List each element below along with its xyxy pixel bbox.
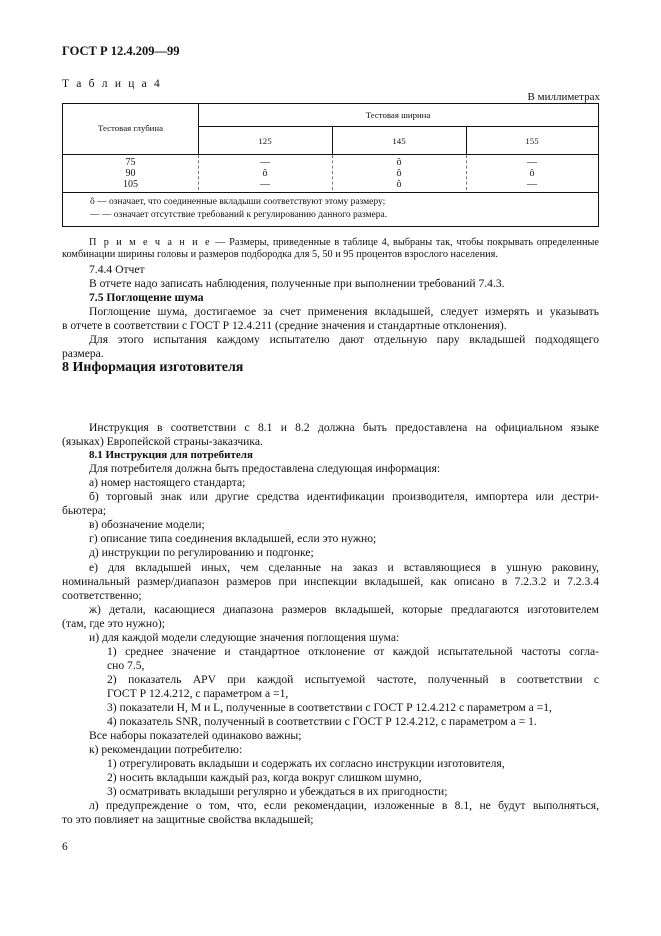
section-8-1-heading: 8.1 Инструкция для потребителя xyxy=(89,449,253,461)
row-header-test-depth: Тестовая глубина xyxy=(97,123,163,133)
section-7-4-4-text: В отчете надо записать наблюдения, полученные при выполнении требований 7.4.3. xyxy=(89,277,505,290)
list-item: в) обозначение модели; xyxy=(89,518,205,531)
col-header: 125 xyxy=(258,136,272,146)
table-cell: — xyxy=(527,157,537,168)
note-label: П р и м е ч а н и е xyxy=(89,237,212,248)
depth-value: 75 xyxy=(125,157,136,168)
table-cell: ô xyxy=(396,179,402,190)
list-item-continuation: бьютера; xyxy=(62,504,107,517)
section-7-5-heading: 7.5 Поглощение шума xyxy=(89,291,204,304)
paragraph-line: Для потребителя должна быть предоставлена следующая информация: xyxy=(89,462,441,475)
list-item: е) для вкладышей иных, чем сделанные на заказ и вставляющиеся в ушную раковину, xyxy=(89,561,599,574)
sub-list-item: 4) показатель SNR, полученный в соответствии с ГОСТ Р 12.4.212, с параметром a = 1. xyxy=(107,715,537,728)
table-caption: Т а б л и ц а 4 xyxy=(62,78,163,90)
paragraph-line: (языках) Европейской страны-заказчика. xyxy=(62,435,263,448)
note-line-1: П р и м е ч а н и е — Размеры, приведенные в таблице 4, выбраны так, чтобы покрывать определенные xyxy=(89,237,599,248)
col-header: 145 xyxy=(392,136,406,146)
sub-list-item-continuation: сно 7.5, xyxy=(107,659,145,672)
table-cell: ô xyxy=(396,157,402,168)
sub-list-item-continuation: ГОСТ Р 12.4.212, с параметром a =1, xyxy=(107,687,289,700)
col-header: 155 xyxy=(525,136,539,146)
table-cell: — xyxy=(260,157,270,168)
col-group-header-test-width: Тестовая ширина xyxy=(365,110,431,120)
sub-list-item: 3) осматривать вкладыши регулярно и убеждаться в их пригодности; xyxy=(107,785,448,798)
table-divider xyxy=(198,126,598,127)
list-item: д) инструкции по регулированию и подгонке; xyxy=(89,546,314,559)
table-cell: — xyxy=(527,179,537,190)
section-8-title: 8 Информация изготовителя xyxy=(62,360,244,375)
sub-list-item: 3) показатели H, M и L, полученные в соответствии с ГОСТ Р 12.4.212 с параметром a =1, xyxy=(107,701,552,714)
depth-value: 90 xyxy=(125,168,136,179)
depth-value: 105 xyxy=(123,179,138,190)
list-item-continuation: (там, где это нужно); xyxy=(62,617,165,630)
sub-list-item: 1) отрегулировать вкладыши и содержать их согласно инструкции изготовителя, xyxy=(107,757,505,770)
page-number: 6 xyxy=(62,841,68,853)
table-legend-line: ô — означает, что соединенные вкладыши соответствуют этому размеру; xyxy=(90,197,386,207)
paragraph-line: Поглощение шума, достигаемое за счет применения вкладышей, следует измерять и указывать xyxy=(89,305,599,318)
table-units: В миллиметрах xyxy=(527,91,600,103)
sub-list-item: 2) носить вкладыши каждый раз, когда вокруг слишком шумно, xyxy=(107,771,422,784)
note-line-2: комбинации ширины головы и размеров подбородка для 5, 50 и 95 процентов взрослого населения. xyxy=(62,249,498,260)
list-item-continuation: соответственно; xyxy=(62,589,142,602)
table-cell: — xyxy=(260,179,270,190)
table-legend-line: — — означает отсутствие требований к регулированию данного размера. xyxy=(90,210,388,220)
sub-list-item: 2) показатель APV при каждой испытуемой частоте, полученный в соответствии с xyxy=(107,673,599,686)
list-item: а) номер настоящего стандарта; xyxy=(89,476,246,489)
list-item: б) торговый знак или другие средства идентификации производителя, импортера или дестри- xyxy=(89,490,599,503)
section-7-4-4-heading: 7.4.4 Отчет xyxy=(89,263,145,276)
table-divider xyxy=(63,192,598,193)
list-item: ж) детали, касающиеся диапазона размеров вкладышей, которые предлагаются изготовителем xyxy=(89,603,599,616)
list-item: л) предупреждение о том, что, если рекомендации, изложенные в 8.1, не будут выполняться, xyxy=(89,799,599,812)
paragraph-line: Все наборы показателей одинаково важны; xyxy=(89,729,302,742)
table-divider xyxy=(63,154,598,155)
paragraph-line: в отчете в соответствии с ГОСТ Р 12.4.211 (средние значения и стандартные отклонения). xyxy=(62,319,507,332)
table-cell: ô xyxy=(529,168,535,179)
paragraph-line: Для этого испытания каждому испытателю дают отдельную пару вкладышей подходящего xyxy=(89,333,599,346)
paragraph-line: Инструкция в соответствии с 8.1 и 8.2 должна быть предоставлена на официальном языке xyxy=(89,421,599,434)
table-4 xyxy=(62,103,599,227)
list-item-continuation: то это повлияет на защитные свойства вкладышей; xyxy=(62,813,314,826)
standard-code-header: ГОСТ Р 12.4.209—99 xyxy=(62,44,180,58)
list-item: к) рекомендации потребителю: xyxy=(89,743,243,756)
table-cell: ô xyxy=(396,168,402,179)
list-item-continuation: номинальный размер/диапазон размеров при инспекции вкладышей, как описано в 7.2.3.2 и 7.2.3.4 xyxy=(62,575,599,588)
sub-list-item: 1) среднее значение и стандартное отклонение от каждой испытательной частоты согла- xyxy=(107,645,599,658)
table-cell: ô xyxy=(262,168,268,179)
list-item: г) описание типа соединения вкладышей, если это нужно; xyxy=(89,532,377,545)
paragraph-line: размера. xyxy=(62,347,104,360)
list-item: и) для каждой модели следующие значения поглощения шума: xyxy=(89,631,400,644)
